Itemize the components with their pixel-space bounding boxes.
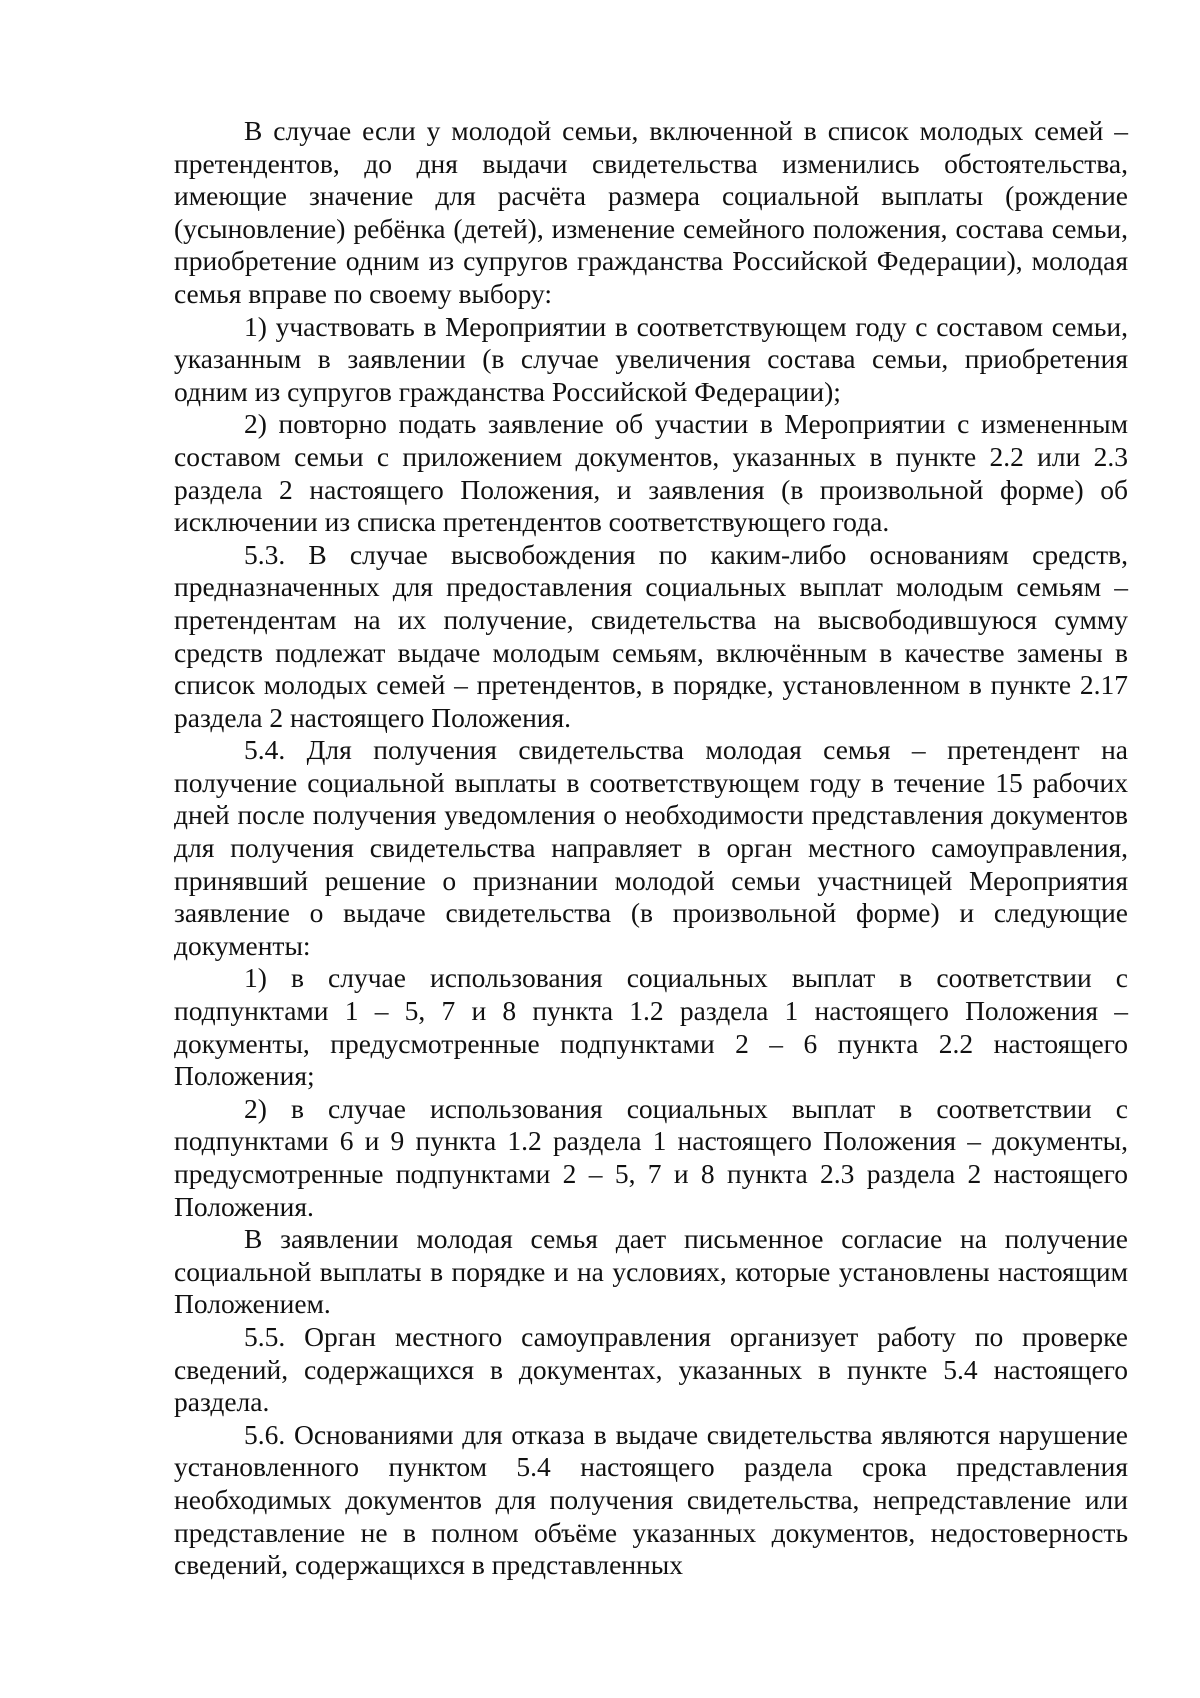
paragraph-clause-5-6: 5.6. Основаниями для отказа в выдаче свидетельства являются нарушение установленного пунктом 5.4 настоящего раздела срока представления необходимых документов для получения свидетельства, непредставление или представление не в полном объёме указанных документов, недостоверность сведений, содержащихся в представленных (174, 1418, 1128, 1581)
paragraph-clause-5-3: 5.3. В случае высвобождения по каким-либо основаниям средств, предназначенных для предоставления социальных выплат молодым семьям – претендентам на их получение, свидетельства на высвободившуюся сумму средств подлежат выдаче молодым семьям, включённым в качестве замены в список молодых семей – претендентов, в порядке, установленном в пункте 2.17 раздела 2 настоящего Положения. (174, 538, 1128, 733)
paragraph-clause-5-4-item-2: 2) в случае использования социальных выплат в соответствии с подпунктами 6 и 9 пункта 1.2 раздела 1 настоящего Положения – документы, предусмотренные подпунктами 2 – 5, 7 и 8 пункта 2.3 раздела 2 настоящего Положения. (174, 1092, 1128, 1222)
paragraph-clause-5-4: 5.4. Для получения свидетельства молодая семья – претендент на получение социальной выплаты в соответствующем году в течение 15 рабочих дней после получения уведомления о необходимости представления документов для получения свидетельства направляет в орган местного самоуправления, принявший решение о признании молодой семьи участницей Мероприятия заявление о выдаче свидетельства (в произвольной форме) и следующие документы: (174, 734, 1128, 961)
paragraph-option-1-participate: 1) участвовать в Мероприятии в соответствующем году с составом семьи, указанным в заявлении (в случае увеличения состава семьи, приобретения одним из супругов гражданства Российской Федерации); (174, 310, 1128, 407)
document-body (174, 115, 1128, 1582)
paragraph-clause-5-4-item-1: 1) в случае использования социальных выплат в соответствии с подпунктами 1 – 5, 7 и 8 пункта 1.2 раздела 1 настоящего Положения – документы, предусмотренные подпунктами 2 – 6 пункта 2.2 настоящего Положения; (174, 962, 1128, 1092)
paragraph-changed-circumstances: В случае если у молодой семьи, включенной в список молодых семей – претендентов, до дня выдачи свидетельства изменились обстоятельства, имеющие значение для расчёта размера социальной выплаты (рождение (усыновление) ребёнка (детей), изменение семейного положения, состава семьи, приобретение одним из супругов гражданства Российской Федерации), молодая семья вправе по своему выбору: (174, 115, 1128, 309)
paragraph-written-consent: В заявлении молодая семья дает письменное согласие на получение социальной выплаты в порядке и на условиях, которые установлены настоящим Положением. (174, 1223, 1128, 1320)
paragraph-option-2-reapply: 2) повторно подать заявление об участии в Мероприятии с измененным составом семьи с приложением документов, указанных в пункте 2.2 или 2.3 раздела 2 настоящего Положения, и заявления (в произвольной форме) об исключении из списка претендентов соответствующего года. (174, 408, 1128, 538)
paragraph-clause-5-5: 5.5. Орган местного самоуправления организует работу по проверке сведений, содержащихся в документах, указанных в пункте 5.4 настоящего раздела. (174, 1320, 1128, 1418)
